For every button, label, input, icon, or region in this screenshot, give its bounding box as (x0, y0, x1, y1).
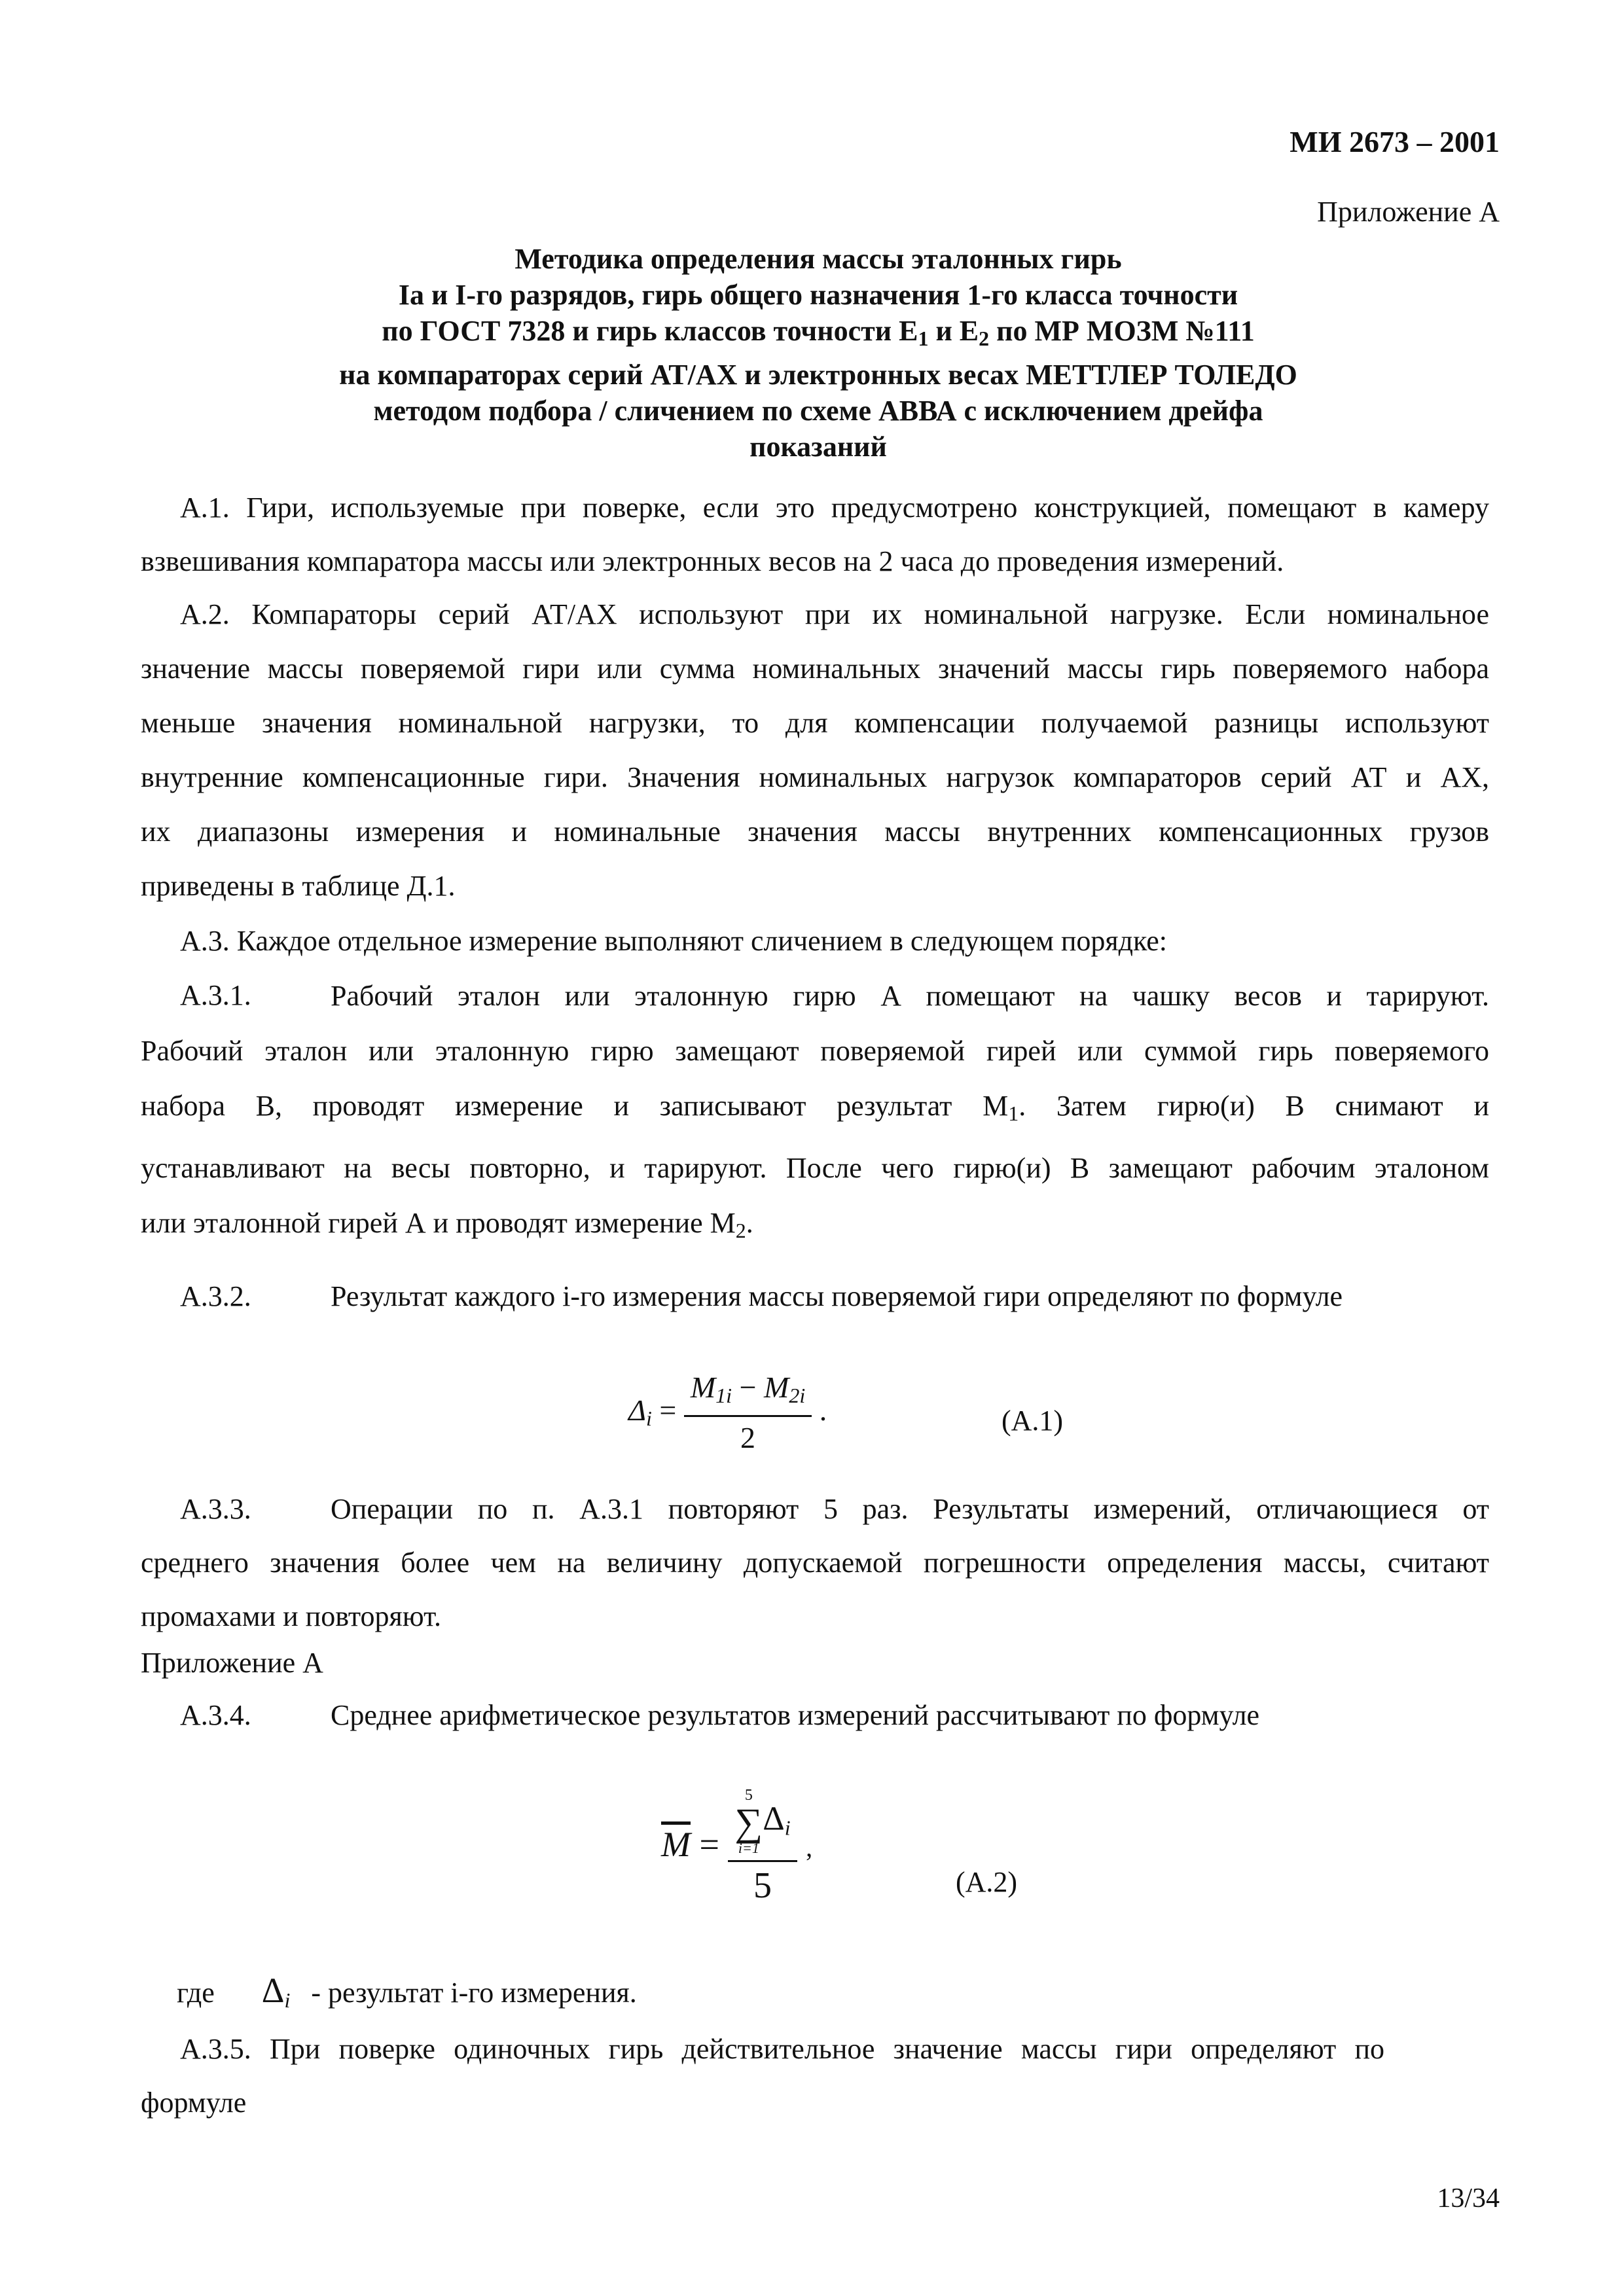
title-line: по ГОСТ 7328 и гирь классов точности $Е_1$ и $Е_2$ по МР МОЗМ №111 (382, 315, 1255, 350)
item-number: А.3.1. (180, 979, 251, 1011)
formula-a1: $\Delta_i$ = $\frac{M_{1i} - M_{2i}}{2}$ . (628, 1368, 827, 1459)
paragraph-a31: Рабочий эталон или эталонную гирю А помещают на чашку весов и тарируют. Рабочий эталон или эталонную гирю замещают поверяемой гирей или суммой гирь поверяемого набора В, проводят измерение и записывают результат $М_1$. Затем гирю(и) В снимают и устанавливают на весы повторно, и тарируют. После чего гирю(и) В замещают рабочим эталоном или эталонной гирей А и проводят измерение $М_2$. (141, 980, 1489, 1242)
item-number: А.3.4. (180, 1699, 251, 1731)
title-line: показаний (749, 431, 887, 463)
paragraph-a1: А.1. Гири, используемые при поверке, если это предусмотрено конструкцией, помещают в камеру взвешивания компаратора массы или электронных весов на 2 часа до проведения измерений. (141, 492, 1489, 577)
page-number: 13/34 (1437, 2183, 1500, 2214)
title-line: Iа и I-го разрядов, гирь общего назначения 1-го класса точности (398, 279, 1238, 311)
section-title (144, 241, 1492, 465)
appendix-label: Приложение А (141, 1647, 323, 1679)
fraction: 5 ∑ i=1 $\Delta_i$ 5 (728, 1787, 797, 1909)
paragraph-a3: А.3. Каждое отдельное измерение выполняют сличением в следующем порядке: (180, 925, 1168, 957)
title-line: методом подбора / сличением по схеме АВВА с исключением дрейфа (373, 395, 1263, 427)
title-line: Методика определения массы эталонных гирь (514, 243, 1122, 275)
fraction: $\frac{M_{1i} - M_{2i}}{2}$ (684, 1368, 812, 1459)
equation-number: (А.2) (956, 1866, 1018, 1898)
paragraph-a2: А.2. Компараторы серий АТ/АХ используют при их номинальной нагрузке. Если номинальное значение массы поверяемой гири или сумма номинальных значений массы гирь поверяемого набора меньше значения номинальной нагрузки, то для компенсации получаемой разницы используют внутренние компенсационные гири. Значения номинальных нагрузок компараторов серий АТ и АХ, их диапазоны измерения и номинальные значения массы внутренних компенсационных грузов приведены в таблице Д.1. (141, 598, 1489, 902)
paragraph-a34: Среднее арифметическое результатов измерений рассчитывают по формуле (331, 1699, 1260, 1731)
where-line: где $\Delta_i$ - результат i-го измерения. (177, 1971, 637, 2012)
paragraph-a35: А.3.5. При поверке одиночных гирь действительное значение массы гири определяют по формуле (141, 2033, 1384, 2119)
appendix-label: Приложение А (1317, 196, 1500, 228)
title-line: на компараторах серий АТ/АХ и электронных весах МЕТТЛЕР ТОЛЕДО (339, 359, 1297, 391)
paragraph-a32: Результат каждого i-го измерения массы поверяемой гири определяют по формуле (331, 1280, 1343, 1312)
item-number: А.3.3. (180, 1493, 251, 1525)
paragraph-a33: Операции по п. А.3.1 повторяют 5 раз. Результаты измерений, отличающиеся от среднего значения более чем на величину допускаемой погрешности определения массы, считают промахами и повторяют. (141, 1493, 1489, 1632)
document-code: МИ 2673 – 2001 (1290, 125, 1500, 158)
equation-number: (А.1) (1001, 1405, 1064, 1437)
item-number: А.3.2. (180, 1280, 251, 1312)
formula-a2: $\overline{M}$ = 5 ∑ i=1 $\Delta_i$ 5 , (661, 1787, 812, 1909)
